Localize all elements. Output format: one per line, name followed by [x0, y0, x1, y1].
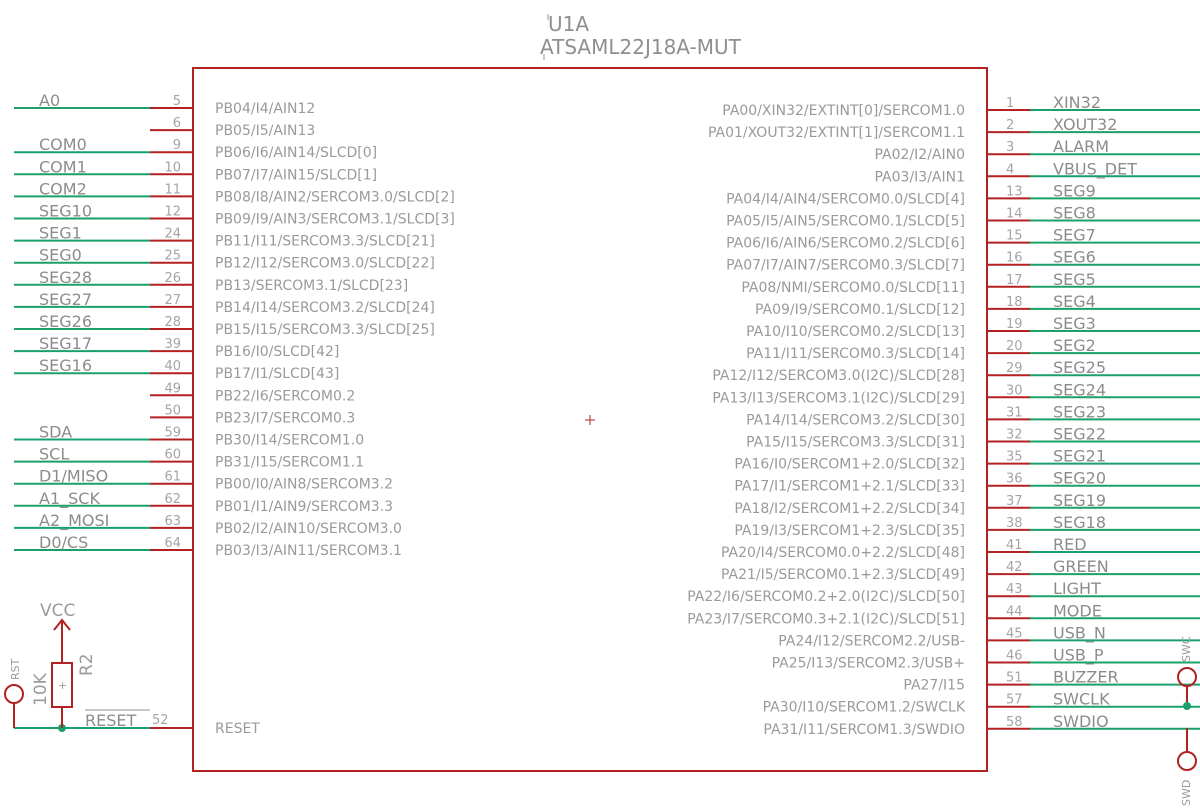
pin-number: 60 [164, 447, 181, 463]
net-label: COM0 [39, 135, 87, 155]
right-pin-group [687, 93, 1200, 738]
swd-pad-icon [1178, 752, 1196, 770]
pin-number: 15 [1006, 228, 1023, 244]
pin-number: 11 [164, 182, 181, 198]
pin-name: PA13/I13/SERCOM3.1(I2C)/SLCD[29] [712, 390, 965, 407]
pin-number: 30 [1006, 383, 1023, 399]
swc-label: SWC [1180, 636, 1193, 662]
reset-pin [14, 710, 260, 737]
pin-name: PB03/I3/AIN11/SERCOM3.1 [215, 543, 402, 559]
net-label: SEG22 [1053, 424, 1107, 444]
pin-number: 57 [1006, 692, 1023, 708]
pin-name: PA31/I11/SERCOM1.3/SWDIO [763, 721, 965, 738]
net-label: SEG16 [39, 356, 93, 376]
pin-number: 10 [164, 160, 181, 176]
net-label: VBUS_DET [1053, 159, 1137, 179]
pin-number: 43 [1006, 582, 1023, 598]
net-label: SEG25 [1053, 358, 1107, 378]
pin-number: 26 [164, 270, 181, 286]
net-label: A2_MOSI [39, 510, 110, 530]
pin-name: PB17/I1/SLCD[43] [215, 366, 340, 383]
net-label: USB_N [1053, 623, 1106, 643]
pin-name: PA27/I15 [903, 677, 965, 694]
pin-name: PB13/SERCOM3.1/SLCD[23] [215, 277, 409, 294]
pin-number: 64 [164, 536, 181, 551]
pin-number: 45 [1006, 626, 1023, 642]
pin-number: 58 [1006, 714, 1023, 730]
pin-name: PA08/NMI/SERCOM0.0/SLCD[11] [741, 279, 965, 296]
pin-name: PB12/I12/SERCOM3.0/SLCD[22] [215, 255, 435, 272]
pin-name: PA04/I4/AIN4/SERCOM0.0/SLCD[4] [726, 191, 965, 208]
pin-number: 17 [1006, 272, 1023, 288]
net-label: ALARM [1053, 137, 1110, 157]
pin-number: 36 [1006, 471, 1023, 487]
pin-name: PA23/I7/SERCOM0.3+2.1(I2C)/SLCD[51] [687, 611, 965, 628]
pin-number: 49 [164, 381, 181, 397]
pin-number: 19 [1006, 317, 1023, 332]
net-label: SEG7 [1053, 225, 1096, 245]
center-origin-mark [585, 415, 595, 425]
pin-name: PA00/XIN32/EXTINT[0]/SERCOM1.0 [722, 103, 965, 119]
pin-name: PA02/I2/AIN0 [874, 147, 965, 164]
pin-name: PA24/I12/SERCOM2.2/USB- [778, 633, 965, 650]
pin-number: 27 [164, 292, 181, 308]
pin-number: 14 [1006, 206, 1023, 222]
pin-number: 6 [172, 116, 181, 132]
pin-name: PA18/I2/SERCOM1+2.2/SLCD[34] [734, 500, 965, 517]
pin-name: PA03/I3/AIN1 [874, 169, 965, 186]
pin-name: PB07/I7/AIN15/SLCD[1] [215, 167, 378, 184]
reset-pin-name: RESET [215, 721, 260, 737]
pin-number: 63 [164, 513, 181, 529]
pin-number: 16 [1006, 250, 1023, 266]
pin-number: 38 [1006, 515, 1023, 531]
pin-name: PA20/I4/SERCOM0.0+2.2/SLCD[48] [720, 545, 965, 561]
pin-number: 59 [164, 425, 181, 441]
pin-name: PA17/I1/SERCOM1+2.1/SLCD[33] [734, 478, 965, 495]
net-label: USB_P [1053, 645, 1104, 665]
net-label: LIGHT [1053, 579, 1101, 599]
swd-label: SWD [1180, 779, 1193, 806]
pin-name: PA10/I10/SERCOM0.2/SLCD[13] [746, 324, 965, 340]
pin-name: PA30/I10/SERCOM1.2/SWCLK [762, 699, 965, 716]
pin-name: PB11/I11/SERCOM3.3/SLCD[21] [215, 233, 435, 250]
pin-name: PB01/I1/AIN9/SERCOM3.3 [215, 498, 394, 515]
net-label: GREEN [1053, 557, 1109, 577]
left-pin-group [14, 91, 455, 559]
pin-number: 12 [164, 204, 181, 220]
pin-name: PA01/XOUT32/EXTINT[1]/SERCOM1.1 [707, 125, 965, 142]
pin-number: 25 [164, 248, 181, 264]
net-label: SEG20 [1053, 468, 1107, 488]
net-label: MODE [1053, 601, 1102, 621]
net-label: SEG23 [1053, 402, 1107, 422]
pin-name: PA14/I14/SERCOM3.2/SLCD[30] [746, 412, 965, 429]
swc-pad-icon [1178, 668, 1196, 686]
pin-name: PA22/I6/SERCOM0.2+2.0(I2C)/SLCD[50] [687, 589, 965, 606]
net-label: SWDIO [1053, 711, 1109, 731]
net-label: SEG3 [1053, 314, 1096, 333]
net-label: A1_SCK [39, 488, 100, 508]
net-label: A0 [39, 91, 61, 110]
pin-number: 40 [164, 359, 181, 375]
resistor-origin-plus: + [58, 679, 68, 692]
part-value: ATSAML22J18A-MUT [540, 35, 741, 59]
test-point-rst [5, 658, 23, 728]
pin-number: 37 [1006, 493, 1023, 509]
net-label: XIN32 [1053, 93, 1102, 112]
net-label: SEG26 [39, 312, 93, 331]
pin-number: 32 [1006, 427, 1023, 443]
net-label: SEG2 [1053, 336, 1096, 356]
net-label: SEG27 [39, 289, 93, 309]
pin-name: PB31/I15/SERCOM1.1 [215, 454, 365, 471]
pin-name: PA15/I15/SERCOM3.3/SLCD[31] [746, 434, 965, 451]
pin-number: 5 [172, 94, 181, 109]
pin-number: 61 [164, 469, 181, 485]
net-label: COM2 [39, 179, 87, 199]
pin-number: 39 [164, 337, 181, 353]
pin-number: 3 [1006, 140, 1015, 156]
pin-number: 13 [1006, 184, 1023, 200]
net-label: SEG17 [39, 334, 93, 354]
pin-number: 50 [164, 403, 181, 419]
pin-number: 31 [1006, 405, 1023, 421]
test-point-swc [1178, 636, 1196, 710]
pin-name: PB08/I8/AIN2/SERCOM3.0/SLCD[2] [215, 189, 455, 206]
pin-name: PB15/I15/SERCOM3.3/SLCD[25] [215, 322, 435, 338]
net-label: SCL [39, 444, 70, 464]
vcc-supply [40, 601, 75, 663]
pin-number: 24 [164, 226, 181, 242]
pin-number: 9 [172, 138, 181, 154]
resistor-value: 10K [31, 673, 51, 706]
net-label: SEG8 [1053, 203, 1096, 223]
net-label: SEG9 [1053, 181, 1096, 201]
net-label: SEG21 [1053, 446, 1107, 466]
pin-name: PA06/I6/AIN6/SERCOM0.2/SLCD[6] [726, 235, 965, 252]
pin-name: PA19/I3/SERCOM1+2.3/SLCD[35] [734, 522, 965, 539]
swc-junction [1183, 702, 1191, 710]
pin-number: 20 [1006, 339, 1023, 355]
pin-name: PA11/I11/SERCOM0.3/SLCD[14] [746, 346, 965, 363]
pin-name: PA09/I9/SERCOM0.1/SLCD[12] [754, 301, 965, 318]
pin-number: 46 [1006, 648, 1023, 664]
pin-name: PA05/I5/AIN5/SERCOM0.1/SLCD[5] [726, 213, 965, 230]
net-label: SWCLK [1053, 689, 1110, 709]
pin-number: 35 [1006, 449, 1023, 465]
rst-pad-icon [5, 685, 23, 703]
pin-name: PB04/I4/AIN12 [215, 101, 316, 117]
pin-name: PA25/I13/SERCOM2.3/USB+ [771, 655, 965, 672]
net-label: SDA [39, 422, 73, 442]
test-point-swd [1178, 728, 1196, 806]
pin-name: PA12/I12/SERCOM3.0(I2C)/SLCD[28] [712, 368, 965, 385]
net-label: SEG4 [1053, 291, 1096, 311]
pin-number: 41 [1006, 538, 1023, 553]
reset-net-label: RESET [85, 711, 137, 730]
net-label: SEG18 [1053, 512, 1107, 532]
net-label: SEG28 [39, 267, 93, 287]
pin-number: 51 [1006, 670, 1023, 686]
pin-number: 18 [1006, 294, 1023, 310]
reset-pin-number: 52 [152, 713, 169, 728]
net-label: SEG10 [39, 201, 93, 221]
pin-name: PB14/I14/SERCOM3.2/SLCD[24] [215, 299, 435, 316]
pin-number: 44 [1006, 604, 1023, 620]
pin-number: 42 [1006, 560, 1023, 576]
pin-name: PB23/I7/SERCOM0.3 [215, 410, 356, 427]
resistor-name: R2 [77, 653, 97, 676]
net-label: SEG24 [1053, 380, 1107, 400]
pin-number: 28 [164, 315, 181, 330]
pin-name: PA16/I0/SERCOM1+2.0/SLCD[32] [734, 456, 965, 473]
pin-name: PB16/I0/SLCD[42] [215, 344, 340, 361]
net-label: XOUT32 [1053, 115, 1118, 135]
vcc-label: VCC [40, 601, 76, 621]
net-label: SEG19 [1053, 490, 1107, 510]
pin-name: PB06/I6/AIN14/SLCD[0] [215, 145, 378, 162]
net-label: SEG1 [39, 223, 82, 243]
pin-number: 1 [1006, 96, 1015, 111]
net-label: SEG6 [1053, 247, 1096, 267]
net-label: RED [1053, 535, 1087, 554]
pin-name: PA21/I5/SERCOM0.1+2.3/SLCD[49] [720, 567, 965, 584]
pin-name: PB02/I2/AIN10/SERCOM3.0 [215, 520, 402, 537]
pin-number: 29 [1006, 361, 1023, 377]
pin-number: 2 [1006, 118, 1015, 134]
net-label: D1/MISO [39, 466, 109, 486]
part-name: U1A [548, 12, 590, 36]
net-label: D0/CS [39, 533, 89, 552]
pin-number: 4 [1006, 162, 1015, 178]
net-label: SEG5 [1053, 269, 1096, 289]
pin-name: PA07/I7/AIN7/SERCOM0.3/SLCD[7] [726, 257, 965, 274]
pin-name: PB22/I6/SERCOM0.2 [215, 388, 356, 405]
net-label: SEG0 [39, 245, 82, 265]
pin-name: PB05/I5/AIN13 [215, 123, 316, 140]
pin-name: PB30/I14/SERCOM1.0 [215, 432, 365, 449]
net-label: COM1 [39, 157, 87, 177]
rst-label: RST [9, 658, 22, 680]
pin-number: 62 [164, 491, 181, 507]
net-label: BUZZER [1053, 667, 1119, 687]
pin-name: PB00/I0/AIN8/SERCOM3.2 [215, 476, 394, 493]
pin-name: PB09/I9/AIN3/SERCOM3.1/SLCD[3] [215, 211, 455, 228]
